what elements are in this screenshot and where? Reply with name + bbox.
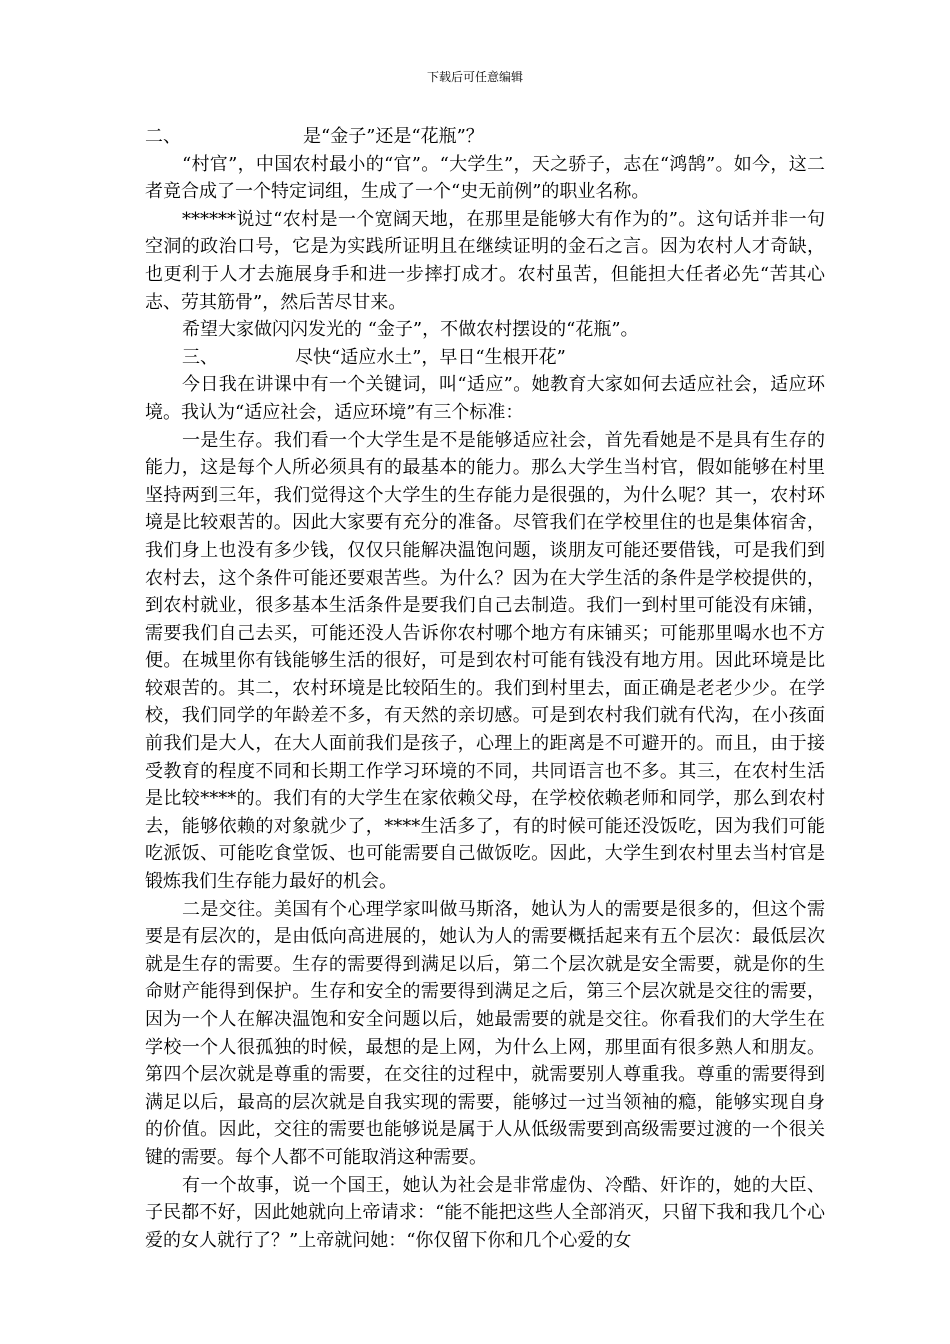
section-heading-2 <box>145 123 825 151</box>
page-header: 下载后可任意编辑 <box>426 70 523 84</box>
section-title: 尽快“适应水土”，早日“生根开花” <box>295 346 566 368</box>
paragraph: “村官”，中国农村最小的“官”。“大学生”，天之骄子，志在“鸿鹄”。如今，这二者竟合成了一个特定词组，生成了一个“史无前例”的职业名称。 <box>145 153 825 203</box>
paragraph: 有一个故事，说一个国王，她认为社会是非常虚伪、冷酷、奸诈的，她的大臣、子民都不好，因此她就向上帝请求：“能不能把这些人全部消灭，只留下我和我几个心爱的女人就行了？”上帝就问她：“你仅留下你和几个心爱的女 <box>145 1174 825 1251</box>
paragraph: 二是交往。美国有个心理学家叫做马斯洛，她认为人的需要是很多的，但这个需要是有层次的，是由低向高进展的，她认为人的需要概括起来有五个层次：最低层次就是生存的需要。生存的需要得到满足以后，第二个层次就是安全需要，就是你的生命财产能得到保护。生存和安全的需要得到满足之后，第三个层次就是交往的需要，因为一个人在解决温饱和安全问题以后，她最需要的就是交往。你看我们的大学生在学校一个人很孤独的时候，最想的是上网，为什么上网，那里面有很多熟人和朋友。第四个层次就是尊重的需要，在交往的过程中，就需要别人尊重我。尊重的需要得到满足以后，最高的层次就是自我实现的需要，能够过一过当领袖的瘾，能够实现自身的价值。因此，交往的需要也能够说是属于人从低级需要到高级需要过渡的一个很关键的需要。每个人都不可能取消这种需要。 <box>145 898 825 1168</box>
paragraph: 希望大家做闪闪发光的 “金子”，不做农村摆设的“花瓶”。 <box>182 319 639 341</box>
paragraph: 一是生存。我们看一个大学生是不是能够适应社会，首先看她是不是具有生存的能力，这是每个人所必须具有的最基本的能力。那么大学生当村官，假如能够在村里坚持两到三年，我们觉得这个大学生的生存能力是很强的，为什么呢？其一，农村环境是比较艰苦的。因此大家要有充分的准备。尽管我们在学校里住的也是集体宿舍，我们身上也没有多少钱，仅仅只能解决温饱问题，谈朋友可能还要借钱，可是我们到农村去，这个条件可能还要艰苦些。为什么？因为在大学生活的条件是学校提供的，到农村就业，很多基本生活条件是要我们自己去制造。我们一到村里可能没有床铺，需要我们自己去买，可能还没人告诉你农村哪个地方有床铺买；可能那里喝水也不方便。在城里你有钱能够生活的很好，可是到农村可能有钱没有地方用。因此环境是比较艰苦的。其二，农村环境是比较陌生的。我们到村里去，面正确是老老少少。在学校，我们同学的年龄差不多，有天然的亲切感。可是到农村我们就有代沟，在小孩面前我们是大人，在大人面前我们是孩子，心理上的距离是不可避开的。而且，由于接受教育的程度不同和长期工作学习环境的不同，共同语言也不多。其三，在农村生活是比较****的。我们有的大学生在家依赖父母，在学校依赖老师和同学，那么到农村去，能够依赖的对象就少了，****生活多了，有的时候可能还没饭吃，因为我们可能吃派饭、可能吃食堂饭、也可能需要自己做饭吃。因此，大学生到农村里去当村官是锻炼我们生存能力最好的机会。 <box>145 429 825 893</box>
document-body <box>145 123 825 1254</box>
section-heading-3 <box>145 344 825 372</box>
paragraph: ******说过“农村是一个宽阔天地，在那里是能够大有作为的”。这句话并非一句空洞的政治口号，它是为实践所证明且在继续证明的金石之言。因为农村人才奇缺，也更利于人才去施展身手和进一步摔打成才。农村虽苦，但能担大任者必先“苦其心志、劳其筋骨”，然后苦尽甘来。 <box>145 208 825 313</box>
paragraph: 今日我在讲课中有一个关键词，叫“适应”。她教育大家如何去适应社会，适应环境。我认为“适应社会，适应环境”有三个标准： <box>145 374 825 423</box>
section-title: 是“金子”还是“花瓶”？ <box>303 126 484 147</box>
section-number: 二、 <box>145 126 181 147</box>
section-number: 三、 <box>182 346 218 368</box>
